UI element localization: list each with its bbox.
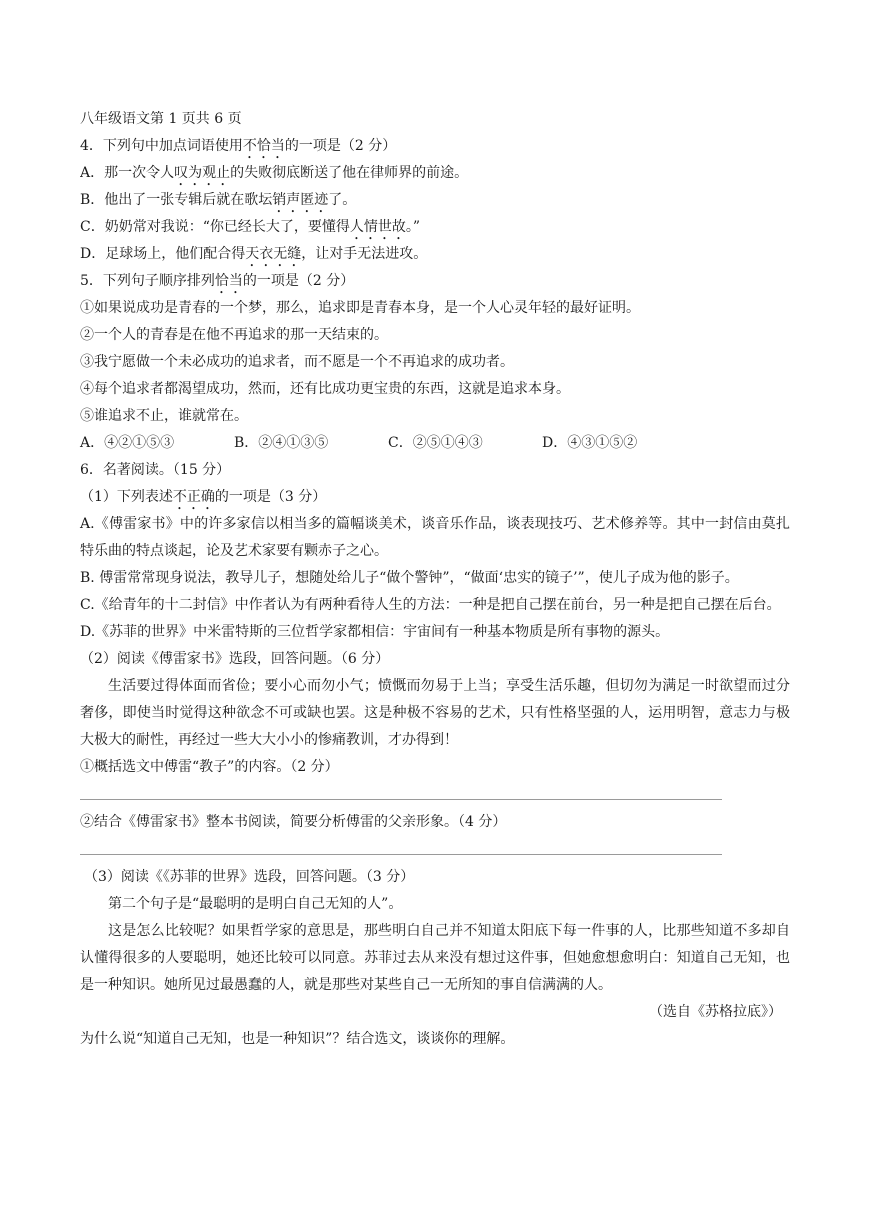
q6-part2-sub1: ①概括选文中傅雷“教子”的内容。（2 分） <box>80 759 339 775</box>
q5-sentence-3: ③我宁愿做一个未必成功的追求者，而不愿是一个不再追求的成功者。 <box>80 354 514 370</box>
q4-c-dotted: 人情世故 <box>349 219 406 235</box>
answer-line-1[interactable] <box>80 781 722 800</box>
q4-stem-dotted: 不恰当 <box>242 138 285 154</box>
q6-part3-source: （选自《苏格拉底》） <box>649 1004 782 1020</box>
q4-stem-b: 的一项是（2 分） <box>284 138 397 154</box>
q4-option-c <box>80 214 790 241</box>
q5-sentence-2: ②一个人的青春是在他不再追求的那一天结束的。 <box>80 327 388 343</box>
q4-d-dotted: 天衣无缝 <box>245 246 302 262</box>
q4-a-pre: A．那一次令人 <box>80 165 175 181</box>
q6-part3-passage: 这是怎么比较呢？如果哲学家的意思是，那些明白自己并不知道太阳底下每一件事的人，比那些知道不多却自认懂得很多的人要聪明，她还比较可以同意。苏菲过去从来没有想过这件事，但她愈想愈明白：知道自己无知，也是一种知识。她所见过最愚蠢的人，就是那些对某些自己一无所知的事自信满满的人。 <box>80 923 790 993</box>
q5-sentence-4: ④每个追求者都渴望成功，然而，还有比成功更宝贵的东西，这就是追求本身。 <box>80 381 570 397</box>
q6-part3-quote: 第二个句子是“最聪明的是明白自己无知的人”。 <box>108 896 403 912</box>
q4-stem-a: 4．下列句中加点词语使用 <box>80 138 243 154</box>
q6-p1-stem-b: 的一项是（3 分） <box>214 489 327 505</box>
q5-options <box>80 430 790 457</box>
q6-part2-sub2: ②结合《傅雷家书》整本书阅读，简要分析傅雷的父亲形象。（4 分） <box>80 814 507 830</box>
q5-sentence-1: ①如果说成功是青春的一个梦，那么，追求即是青春本身，是一个人心灵年轻的最好证明。 <box>80 300 640 316</box>
exam-page <box>80 106 790 1053</box>
q5-option-d: D．④③①⑤② <box>542 435 638 451</box>
q4-stem <box>80 133 790 160</box>
q6-part1-option-c: C.《给青年的十二封信》中作者认为有两种看待人生的方法：一种是把自己摆在前台，另一种是把自己摆在后台。 <box>80 597 781 613</box>
q4-a-dotted: 叹为观止 <box>174 165 231 181</box>
q5-option-b: B．②④①③⑤ <box>234 435 329 451</box>
q6-part1-option-b: B. 傅雷常常现身说法，教导儿子，想随处给儿子“做个警钟”，“做面‘忠实的镜子’”，使儿子成为他的影子。 <box>80 570 739 586</box>
q6-part3-stem: （3）阅读《《苏菲的世界》选段，回答问题。（3 分） <box>84 869 415 885</box>
answer-line-2[interactable] <box>80 836 722 855</box>
q4-option-a <box>80 160 790 187</box>
q4-b-dotted: 销声匿迹 <box>272 192 329 208</box>
q4-b-pre: B．他出了一张专辑后就在歌坛 <box>80 192 273 208</box>
q4-b-post: 了。 <box>328 192 357 208</box>
q6-part3-question: 为什么说“知道自己无知，也是一种知识”？结合选文，谈谈你的理解。 <box>80 1031 515 1047</box>
q6-part2-passage: 生活要过得体面而省俭；要小心而勿小气；愤慨而勿易于上当；享受生活乐趣，但切勿为满足一时欲望而过分奢侈，即使当时觉得这种欲念不可或缺也罢。这是种极不容易的艺术，只有性格坚强的人，运用明智，意志力与极大极大的耐性，再经过一些大大小小的惨痛教训，才办得到！ <box>80 678 790 748</box>
q4-d-post: ，让对手无法进攻。 <box>301 246 428 262</box>
q4-c-pre: C．奶奶常对我说：“你已经长大了，要懂得 <box>80 219 350 235</box>
q5-option-a: A．④②①⑤③ <box>80 435 175 451</box>
q4-option-b <box>80 187 790 214</box>
q6-stem: 6．名著阅读。（15 分） <box>80 462 231 478</box>
q4-a-post: 的失败彻底断送了他在律师界的前途。 <box>230 165 469 181</box>
q5-stem-dotted: 恰当 <box>214 273 243 289</box>
q6-part1-option-a: A.《傅雷家书》中的许多家信以相当多的篇幅谈美术，谈音乐作品，谈表现技巧、艺术修养等。其中一封信由莫扎特乐曲的特点谈起，论及艺术家要有颗赤子之心。 <box>80 516 790 559</box>
q4-d-pre: D．足球场上，他们配合得 <box>80 246 246 262</box>
q4-option-d <box>80 241 790 268</box>
q4-c-post: 。” <box>405 219 421 235</box>
q5-stem-b: 的一项是（2 分） <box>242 273 355 289</box>
q5-stem <box>80 268 790 295</box>
q6-part2-stem: （2）阅读《傅雷家书》选段，回答问题。（6 分） <box>80 651 390 667</box>
q6-part1-option-d: D.《苏菲的世界》中米雷特斯的三位哲学家都相信：宇宙间有一种基本物质是所有事物的源头。 <box>80 624 670 640</box>
q5-stem-a: 5．下列句子顺序排列 <box>80 273 215 289</box>
q5-option-c: C．②⑤①④③ <box>388 435 483 451</box>
q6-p1-stem-dotted: 不正确 <box>172 489 215 505</box>
q6-part1-stem <box>80 484 790 511</box>
page-header: 八年级语文第 1 页共 6 页 <box>80 111 242 127</box>
q6-p1-stem-a: （1）下列表述 <box>80 489 173 505</box>
q5-sentence-5: ⑤谁追求不止，谁就常在。 <box>80 408 248 424</box>
